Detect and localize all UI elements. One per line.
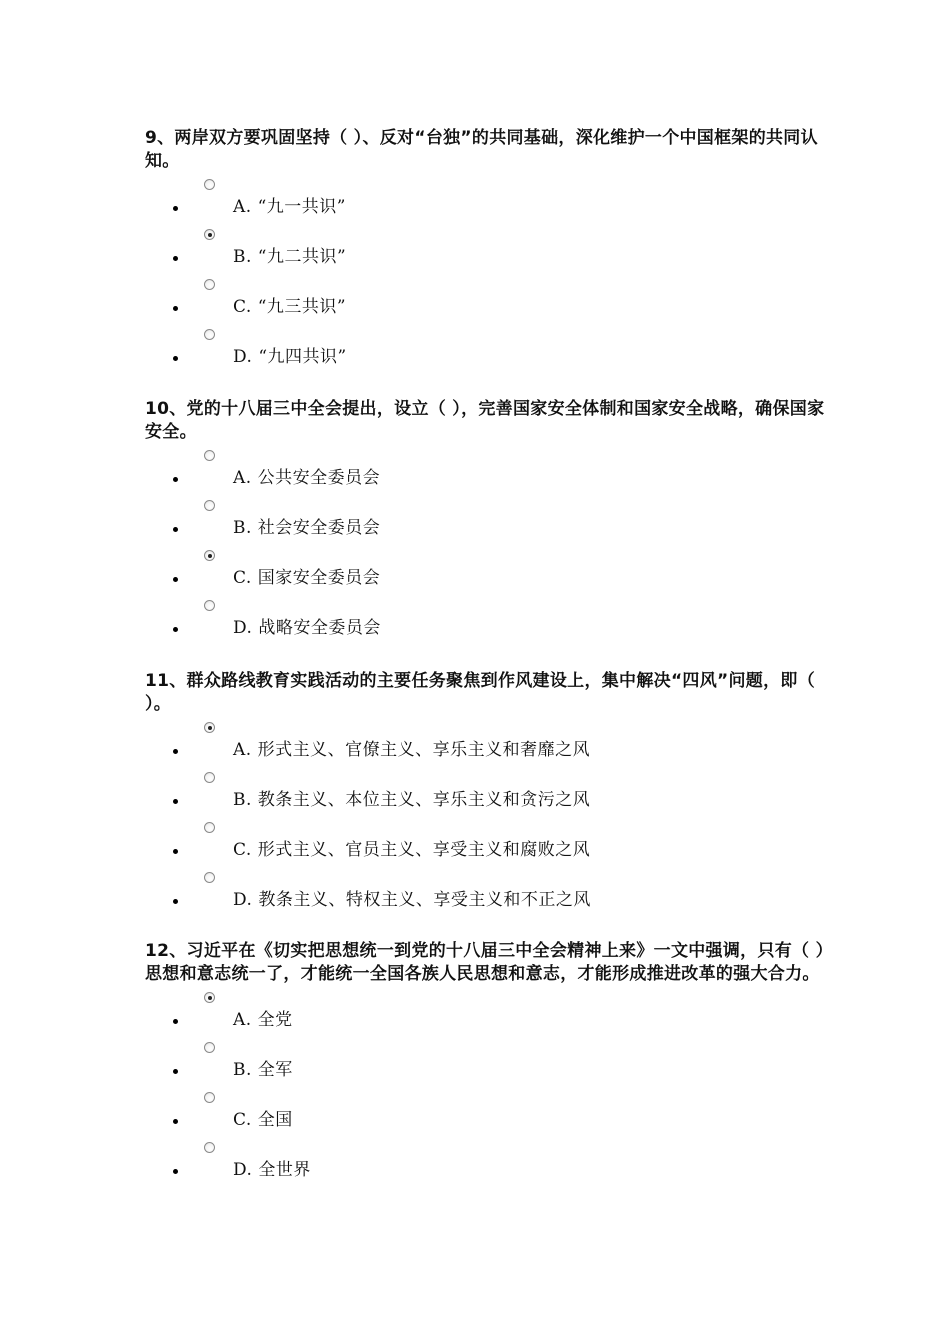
radio-button[interactable] — [204, 1092, 215, 1103]
radio-button[interactable] — [204, 872, 215, 883]
option-item — [145, 498, 835, 548]
radio-button[interactable] — [204, 229, 215, 240]
option-label[interactable]: A. 全党 — [233, 1010, 293, 1030]
radio-button[interactable] — [204, 600, 215, 611]
option-item — [145, 1140, 835, 1190]
option-label[interactable]: A. “九一共识” — [233, 197, 346, 217]
bullet-icon — [173, 577, 178, 582]
option-list — [145, 990, 835, 1190]
bullet-icon — [173, 849, 178, 854]
option-label[interactable]: C. “九三共识” — [233, 297, 347, 317]
option-label[interactable]: C. 全国 — [233, 1110, 293, 1130]
bullet-icon — [173, 306, 178, 311]
question-text: 12、习近平在《切实把思想统一到党的十八届三中全会精神上来》一文中强调，只有（ ）思想和意志统一了，才能统一全国各族人民思想和意志，才能形成推进改革的强大合力。 — [145, 941, 833, 984]
bullet-icon — [173, 799, 178, 804]
question-text: 10、党的十八届三中全会提出，设立（ ），完善国家安全体制和国家安全战略，确保国家安全。 — [145, 399, 825, 442]
option-item — [145, 720, 835, 770]
option-label[interactable]: C. 形式主义、官员主义、享受主义和腐败之风 — [233, 840, 591, 860]
option-item — [145, 990, 835, 1040]
question-9 — [145, 127, 835, 377]
question-11 — [145, 670, 835, 920]
option-list — [145, 720, 835, 920]
question-10 — [145, 398, 835, 648]
radio-button[interactable] — [204, 822, 215, 833]
radio-button[interactable] — [204, 772, 215, 783]
option-list — [145, 448, 835, 648]
bullet-icon — [173, 477, 178, 482]
bullet-icon — [173, 899, 178, 904]
option-item — [145, 327, 835, 377]
option-item — [145, 177, 835, 227]
radio-button[interactable] — [204, 329, 215, 340]
option-item — [145, 448, 835, 498]
radio-button[interactable] — [204, 992, 215, 1003]
question-12 — [145, 940, 835, 1190]
bullet-icon — [173, 1119, 178, 1124]
bullet-icon — [173, 256, 178, 261]
bullet-icon — [173, 1019, 178, 1024]
option-item — [145, 598, 835, 648]
option-item — [145, 227, 835, 277]
option-item — [145, 1040, 835, 1090]
option-item — [145, 770, 835, 820]
radio-button[interactable] — [204, 179, 215, 190]
bullet-icon — [173, 206, 178, 211]
option-item — [145, 277, 835, 327]
bullet-icon — [173, 627, 178, 632]
option-label[interactable]: D. “九四共识” — [233, 347, 347, 367]
bullet-icon — [173, 527, 178, 532]
radio-button[interactable] — [204, 450, 215, 461]
option-label[interactable]: D. 教条主义、特权主义、享受主义和不正之风 — [233, 890, 591, 910]
radio-button[interactable] — [204, 722, 215, 733]
option-item — [145, 820, 835, 870]
radio-button[interactable] — [204, 1042, 215, 1053]
option-label[interactable]: B. 社会安全委员会 — [233, 518, 381, 538]
option-item — [145, 870, 835, 920]
radio-button[interactable] — [204, 279, 215, 290]
bullet-icon — [173, 749, 178, 754]
option-item — [145, 548, 835, 598]
radio-button[interactable] — [204, 1142, 215, 1153]
option-label[interactable]: B. 全军 — [233, 1060, 293, 1080]
bullet-icon — [173, 1169, 178, 1174]
option-item — [145, 1090, 835, 1140]
radio-button[interactable] — [204, 500, 215, 511]
question-text: 9、两岸双方要巩固坚持（ ）、反对“台独”的共同基础，深化维护一个中国框架的共同认知。 — [145, 128, 818, 171]
option-label[interactable]: A. 公共安全委员会 — [233, 468, 381, 488]
option-label[interactable]: B. 教条主义、本位主义、享乐主义和贪污之风 — [233, 790, 591, 810]
bullet-icon — [173, 1069, 178, 1074]
option-label[interactable]: D. 全世界 — [233, 1160, 311, 1180]
question-text: 11、群众路线教育实践活动的主要任务聚焦到作风建设上，集中解决“四风”问题，即（ ）。 — [145, 671, 816, 714]
option-label[interactable]: C. 国家安全委员会 — [233, 568, 381, 588]
radio-button[interactable] — [204, 550, 215, 561]
option-list — [145, 177, 835, 377]
option-label[interactable]: B. “九二共识” — [233, 247, 347, 267]
bullet-icon — [173, 356, 178, 361]
option-label[interactable]: D. 战略安全委员会 — [233, 618, 381, 638]
option-label[interactable]: A. 形式主义、官僚主义、享乐主义和奢靡之风 — [233, 740, 591, 760]
